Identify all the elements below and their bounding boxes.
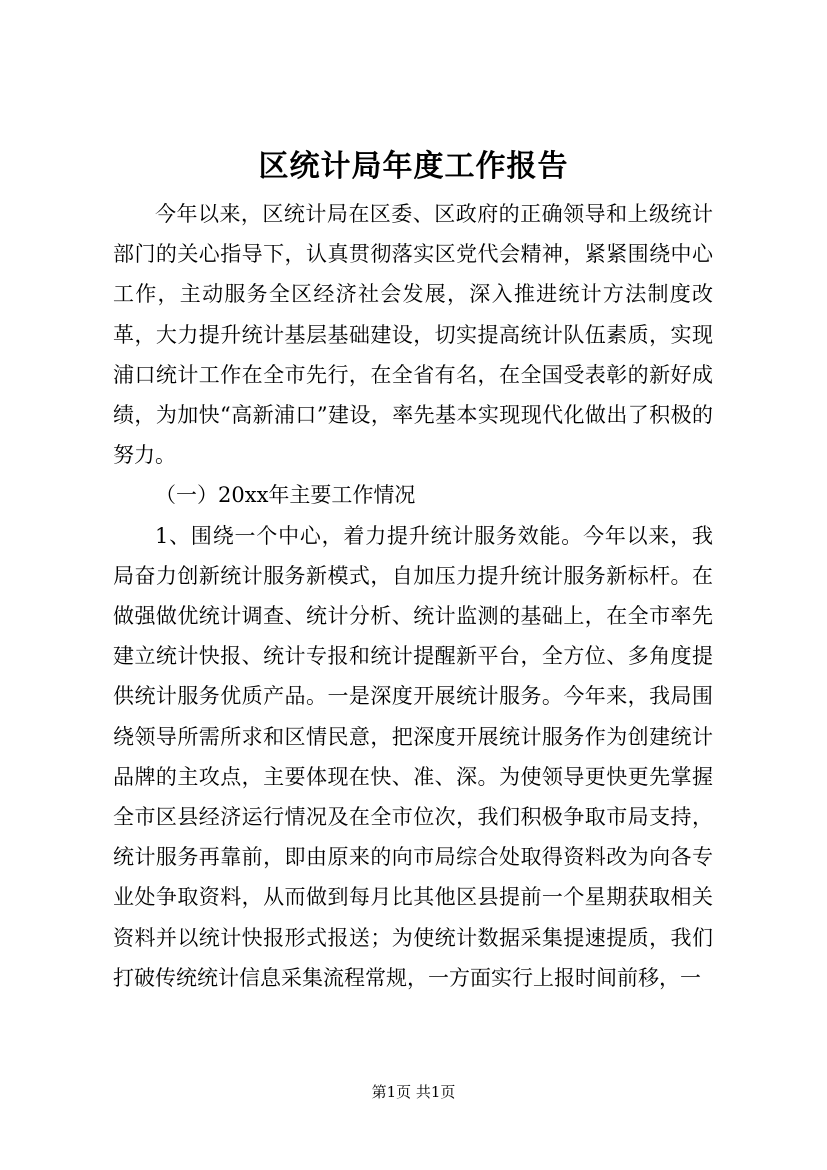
intro-paragraph: 今年以来，区统计局在区委、区政府的正确领导和上级统计部门的关心指导下，认真贯彻落实区党代会精神，紧紧围绕中心工作，主动服务全区经济社会发展，深入推进统计方法制度改革，大力提升统计基层基础建设，切实提高统计队伍素质，实现浦口统计工作在全市先行，在全省有名，在全国受表彰的新好成绩，为加快“高新浦口”建设，率先基本实现现代化做出了积极的努力。 — [113, 202, 713, 468]
document-title: 区统计局年度工作报告 — [258, 149, 569, 184]
body-paragraph: 1、围绕一个中心，着力提升统计服务效能。今年以来，我局奋力创新统计服务新模式，自加压力提升统计服务新标杆。在做强做优统计调查、统计分析、统计监测的基础上，在全市率先建立统计快报、统计专报和统计提醒新平台，全方位、多角度提供统计服务优质产品。一是深度开展统计服务。今年来，我局围绕领导所需所求和区情民意，把深度开展统计服务作为创建统计品牌的主攻点，主要体现在快、准、深。为使领导更快更先掌握全市区县经济运行情况及在全市位次，我们积极争取市局支持，统计服务再靠前，即由原来的向市局综合处取得资料改为向各专业处争取资料，从而做到每月比其他区县提前一个星期获取相关资料并以统计快报形式报送；为使统计数据采集提速提质，我们打破传统统计信息采集流程常规，一方面实行上报时间前移，一 — [113, 523, 713, 990]
section-heading: （一）20xx年主要工作情况 — [155, 483, 416, 508]
page-number-footer: 第1页 共1页 — [371, 1083, 456, 1101]
document-body — [113, 194, 713, 998]
